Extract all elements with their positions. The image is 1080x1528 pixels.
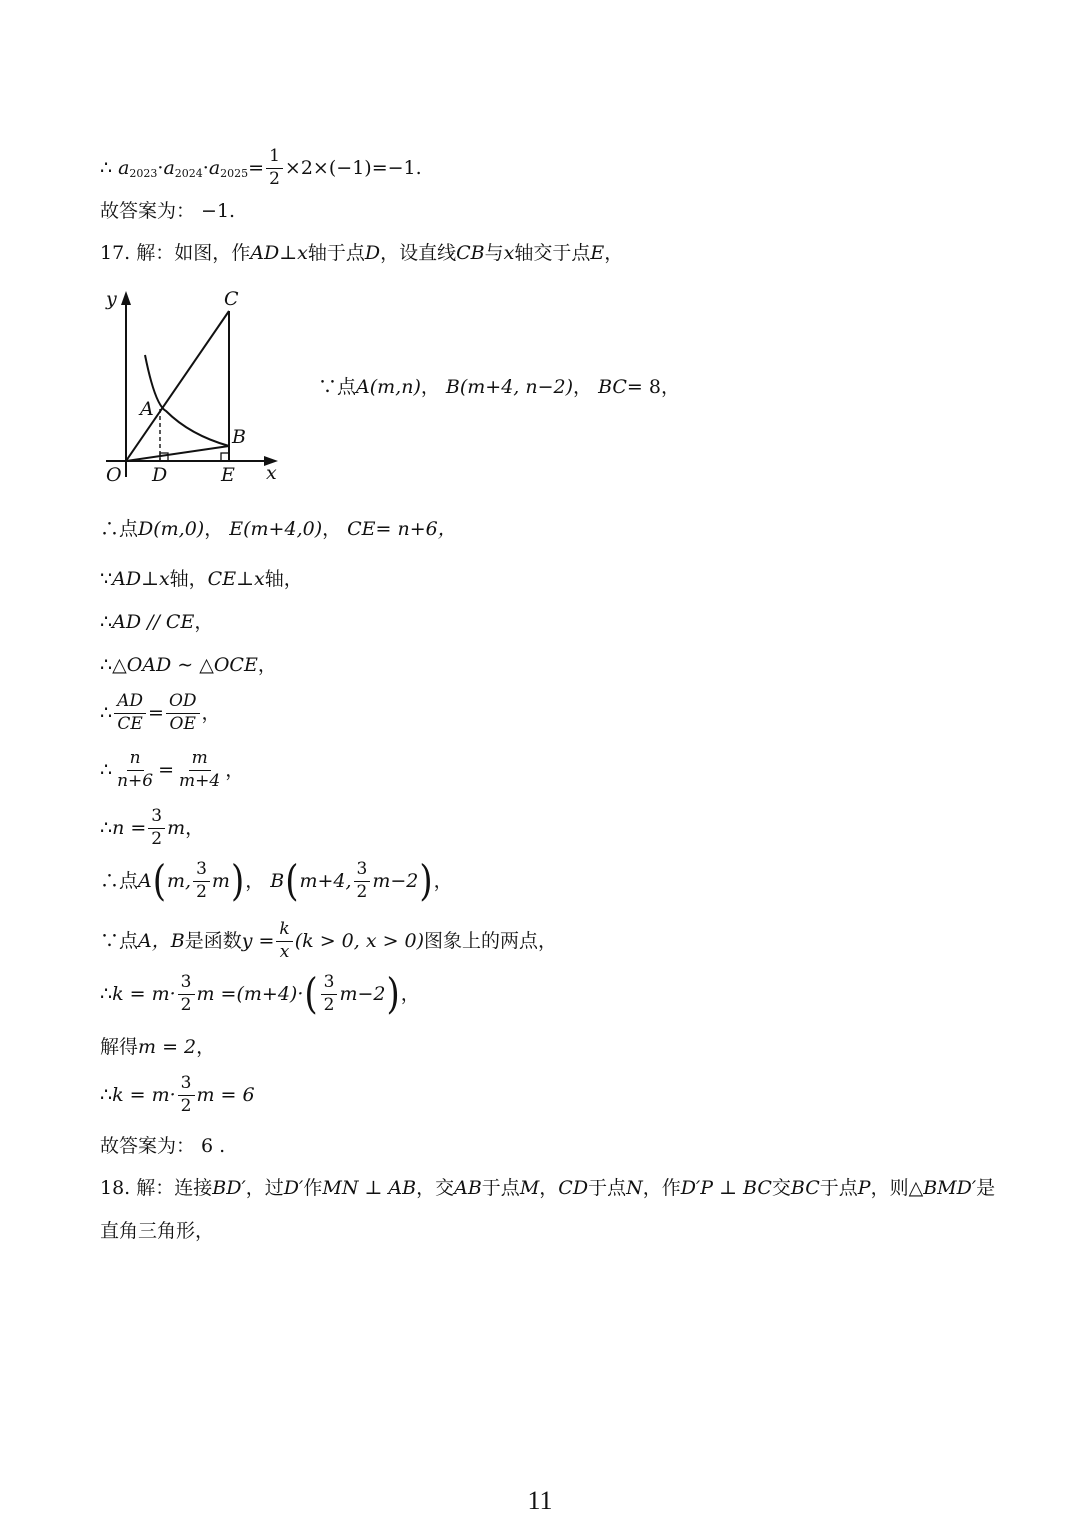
segment-ob (126, 446, 229, 461)
fraction-half: $\frac{1}{2}$ (266, 147, 283, 189)
equation-product: ∴ a 2023 · a 2024 · a 2025 = $\frac{1}{2}$ ×2× ( −1 ) =−1. (100, 146, 422, 189)
page-number: 11 (527, 1486, 553, 1515)
k-equation: ∴ k = m· $\frac{3}{2}$ m = (m+4)· ( $\frac{3}{2}$ m−2 ) ， (100, 969, 420, 1020)
problem-17-intro: 17. 解：如图，作 AD ⊥ x 轴于点 D ，设直线 CB 与 x 轴交于点 E ， (100, 242, 624, 264)
parallel-statement: ∴ AD // CE ， (100, 611, 214, 633)
label-c: C (224, 288, 239, 310)
function-statement: ∵点 A，B 是函数 y = $\frac{k}{x}$ (k > 0, x > 0) 图象上的两点， (100, 919, 558, 962)
hyperbola-curve (145, 355, 229, 446)
points-de: ∴点 D (m,0) ， E (m+4,0) ， CE = n+6， (100, 518, 457, 540)
ratio-equation: ∴ $\frac{AD}{CE}$ = $\frac{OD}{OE}$ ， (100, 691, 221, 734)
label-o: O (106, 464, 122, 486)
label-y: y (106, 288, 117, 310)
points-ab-in-m: ∴点 A ( m, $\frac{3}{2}$ m ) ， B ( m+4, $\frac{3}{2}$ m−2 ) ， (100, 856, 453, 907)
ratio-substituted: ∴ $\frac{n}{n+6}$ = $\frac{m}{m+4}$ ， (100, 748, 245, 791)
label-e: E (221, 464, 235, 486)
label-a: A (140, 398, 154, 420)
perpendicular-statement: ∵ AD ⊥ x 轴， CE ⊥ x 轴， (100, 568, 303, 590)
answer-line-16: 故答案为： −1. (100, 200, 236, 222)
n-in-terms-of-m: ∴ n = $\frac{3}{2}$ m ， (100, 806, 205, 849)
given-points-ab: ∵点 A (m,n) ， B (m+4, n−2) ， BC = 8， (318, 376, 680, 398)
similar-triangles: ∴ △OAD ∼ △OCE ， (100, 654, 277, 676)
label-d: D (152, 464, 168, 486)
solve-m: 解得 m = 2 ， (100, 1036, 216, 1058)
right-angle-e (221, 453, 229, 461)
y-arrow (121, 291, 131, 305)
problem-18-intro: 18. 解：连接 BD′ ，过 D′ 作 MN ⊥ AB ，交 AB 于点 M ， CD 于点 N ，作 D′P ⊥ BC 交 BC 于点 P ，则△ BMD′ 是 (100, 1177, 996, 1199)
problem-18-continuation: 直角三角形， (100, 1220, 215, 1242)
k-result: ∴ k = m· $\frac{3}{2}$ m = 6 (100, 1073, 255, 1116)
label-x: x (266, 462, 277, 484)
label-b: B (232, 426, 246, 448)
line-oc (126, 311, 229, 461)
coordinate-figure (100, 285, 290, 490)
answer-line-17: 故答案为： 6 . (100, 1135, 226, 1157)
